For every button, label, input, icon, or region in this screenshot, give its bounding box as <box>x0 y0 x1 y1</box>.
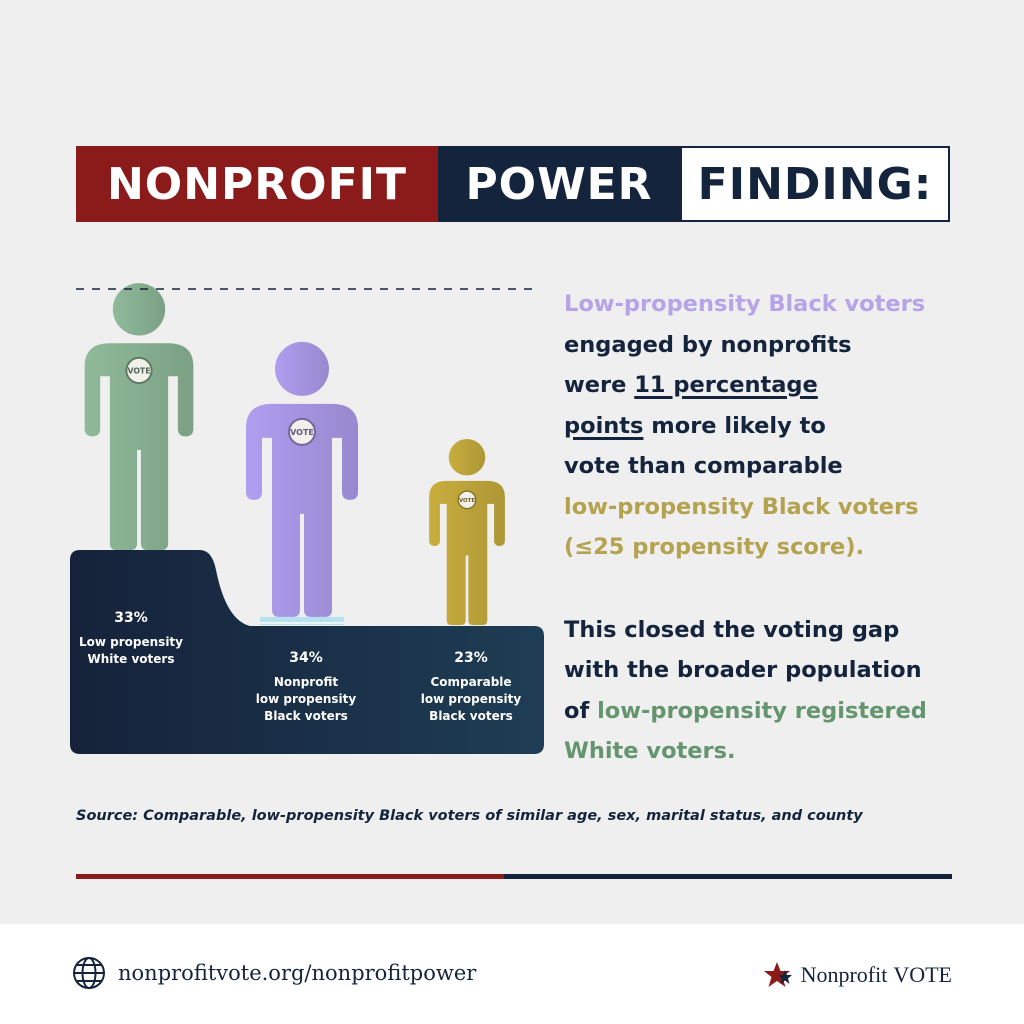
divider-red <box>76 874 504 879</box>
value-label: 34% <box>289 650 323 666</box>
finding-paragraph-2 <box>564 610 984 772</box>
finding-highlight-purple: Low-propensity Black voters <box>564 291 926 317</box>
divider-navy <box>504 874 952 879</box>
category-label: Nonprofit <box>273 675 339 689</box>
brand-vote: VOTE <box>893 962 952 987</box>
finding-text-line: more likely to <box>643 412 826 439</box>
vote-badge-label: VOTE <box>290 427 314 437</box>
finding-highlight-underline: 11 percentage <box>634 372 818 398</box>
category-label: Comparable <box>430 675 512 689</box>
source-note: Source: Comparable, low-propensity Black voters of similar age, sex, marital status, and county <box>76 808 863 824</box>
finding-text-line: with the broader population <box>564 657 922 683</box>
value-label: 33% <box>114 610 148 626</box>
footer-url[interactable] <box>72 956 476 990</box>
category-label: low propensity <box>420 692 522 706</box>
category-label: Black voters <box>264 709 348 723</box>
nonprofit-vote-logo <box>763 960 952 990</box>
banner-power: POWER <box>438 146 680 222</box>
finding-text-line: vote than comparable <box>564 453 843 479</box>
vote-badge-label: VOTE <box>458 497 476 504</box>
finding-paragraph-1 <box>564 284 984 568</box>
divider-rule <box>76 874 952 879</box>
banner-finding: FINDING: <box>680 146 950 222</box>
footer-url-text[interactable]: nonprofitvote.org/nonprofitpower <box>118 961 477 985</box>
value-label: 23% <box>454 650 488 666</box>
figure-head <box>449 439 486 476</box>
title-banner <box>76 146 950 222</box>
category-label: Black voters <box>429 709 513 723</box>
voter-chart <box>60 270 560 770</box>
figure-head <box>113 283 165 335</box>
star-logo-icon <box>763 960 795 990</box>
category-label: low propensity <box>255 692 357 706</box>
finding-highlight-green: White voters. <box>564 738 736 764</box>
paper-stack <box>260 617 344 625</box>
figure-head <box>275 342 329 396</box>
footer <box>0 924 1024 1024</box>
category-label: White voters <box>87 652 175 666</box>
voter-figure-1 <box>85 283 194 550</box>
finding-text-line: of <box>564 697 598 724</box>
finding-text-line: were <box>564 372 635 398</box>
finding-highlight-gold: low-propensity Black voters <box>564 493 919 520</box>
finding-text-line: This closed the voting gap <box>564 616 900 643</box>
finding-text <box>564 284 984 772</box>
voter-figure-2 <box>246 342 358 617</box>
finding-highlight-gold: (≤25 propensity score). <box>564 534 865 560</box>
voter-figure-3 <box>429 439 505 625</box>
finding-highlight-underline: points <box>564 412 644 439</box>
finding-highlight-green: low-propensity registered <box>597 697 927 724</box>
category-label: Low propensity <box>79 635 183 649</box>
finding-text-line: engaged by nonprofits <box>564 331 852 358</box>
globe-icon <box>72 956 106 990</box>
brand-nonprofit: Nonprofit <box>800 962 888 987</box>
vote-badge-label: VOTE <box>127 366 151 376</box>
banner-nonprofit: NONPROFIT <box>76 146 438 222</box>
